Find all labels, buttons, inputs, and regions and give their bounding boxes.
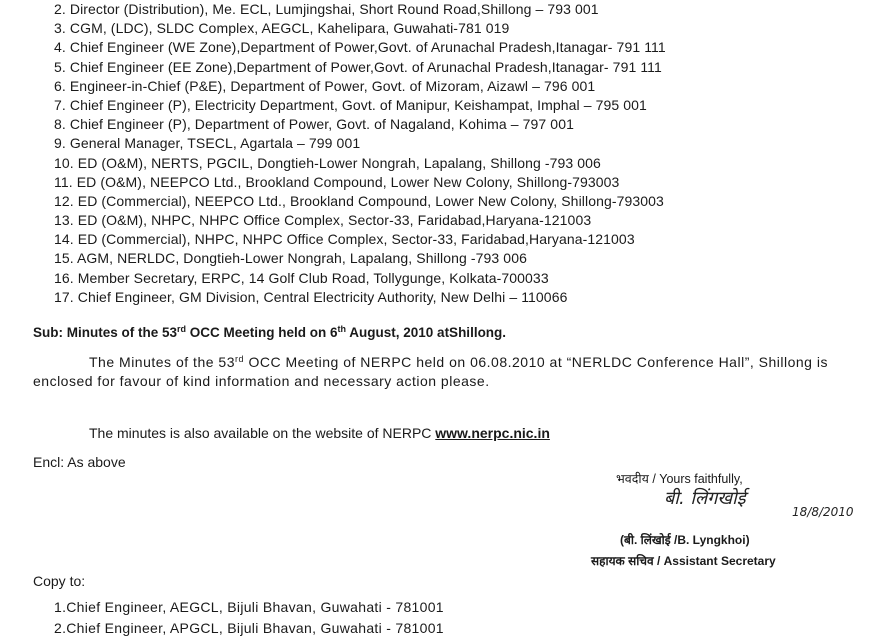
subject-suffix: August, 2010 atShillong. [346,325,507,340]
addressee-item: 5. Chief Engineer (EE Zone),Department of Power,Govt. of Arunachal Pradesh,Itanagar- 791 111 [54,58,662,75]
subject-sup-rd: rd [177,324,187,334]
addressee-item: 3. CGM, (LDC), SLDC Complex, AEGCL, Kahelipara, Guwahati-781 019 [54,20,510,37]
website-link[interactable]: www.nerpc.nic.in [435,425,550,441]
signatory-title: सहायक सचिव / Assistant Secretary [591,554,776,568]
addressee-item: 10. ED (O&M), NERTS, PGCIL, Dongtieh-Lower Nongrah, Lapalang, Shillong -793 006 [54,154,601,171]
addressee-item: 14. ED (Commercial), NHPC, NHPC Office Complex, Sector-33, Faridabad,Haryana-121003 [54,231,635,248]
subject-line [33,324,506,340]
addressee-item: 7. Chief Engineer (P), Electricity Department, Govt. of Manipur, Keishampat, Imphal – 795 001 [54,96,647,113]
subject-sup-th: th [337,324,347,334]
addressee-item: 8. Chief Engineer (P), Department of Power, Govt. of Nagaland, Kohima – 797 001 [54,116,574,133]
website-text: The minutes is also available on the website of NERPC [89,425,436,441]
signatory-name: (बी. लिंखोई /B. Lyngkhoi) [620,533,750,547]
handwritten-signature: बी. लिंगखोई [664,488,746,509]
body-sup-rd: rd [235,354,245,364]
addressee-item: 6. Engineer-in-Chief (P&E), Department of Power, Govt. of Mizoram, Aizawl – 796 001 [54,77,596,94]
signature-date: 18/8/2010 [792,505,854,519]
addressee-item: 4. Chief Engineer (WE Zone),Department of Power,Govt. of Arunachal Pradesh,Itanagar- 791 111 [54,39,666,56]
copy-to-label: Copy to: [33,573,86,589]
addressee-item: 12. ED (Commercial), NEEPCO Ltd., Brookland Compound, Lower New Colony, Shillong-793003 [54,192,664,209]
addressee-list [54,0,666,307]
body-part2: OCC Meeting of NERPC held on 06.08.2010 at “NERLDC Conference Hall”, Shillong is enclosed for favour of kind information and necessary action please. [33,354,828,389]
addressee-item: 13. ED (O&M), NHPC, NHPC Office Complex, Sector-33, Faridabad,Haryana-121003 [54,212,592,229]
closing-salutation: भवदीय / Yours faithfully, [616,472,743,486]
copy-to-item: 2.Chief Engineer, APGCL, Bijuli Bhavan, Guwahati - 781001 [54,620,444,636]
website-line [89,425,550,441]
addressee-item: 15. AGM, NERLDC, Dongtieh-Lower Nongrah, Lapalang, Shillong -793 006 [54,250,527,267]
addressee-item: 9. General Manager, TSECL, Agartala – 799 001 [54,135,361,152]
addressee-item: 16. Member Secretary, ERPC, 14 Golf Club Road, Tollygunge, Kolkata-700033 [54,269,549,286]
copy-to-item: 1.Chief Engineer, AEGCL, Bijuli Bhavan, Guwahati - 781001 [54,599,444,615]
copy-to-list [54,597,444,639]
enclosure-note: Encl: As above [33,454,126,470]
subject-middle: OCC Meeting held on 6 [186,325,338,340]
subject-prefix: Sub: Minutes of the 53 [33,325,178,340]
addressee-item: 17. Chief Engineer, GM Division, Central Electricity Authority, New Delhi – 110066 [54,288,568,305]
addressee-item: 11. ED (O&M), NEEPCO Ltd., Brookland Compound, Lower New Colony, Shillong-793003 [54,173,620,190]
addressee-item: 2. Director (Distribution), Me. ECL, Lumjingshai, Short Round Road,Shillong – 793 001 [54,1,599,17]
body-part1: The Minutes of the 53 [89,354,236,370]
body-paragraph [33,350,828,391]
